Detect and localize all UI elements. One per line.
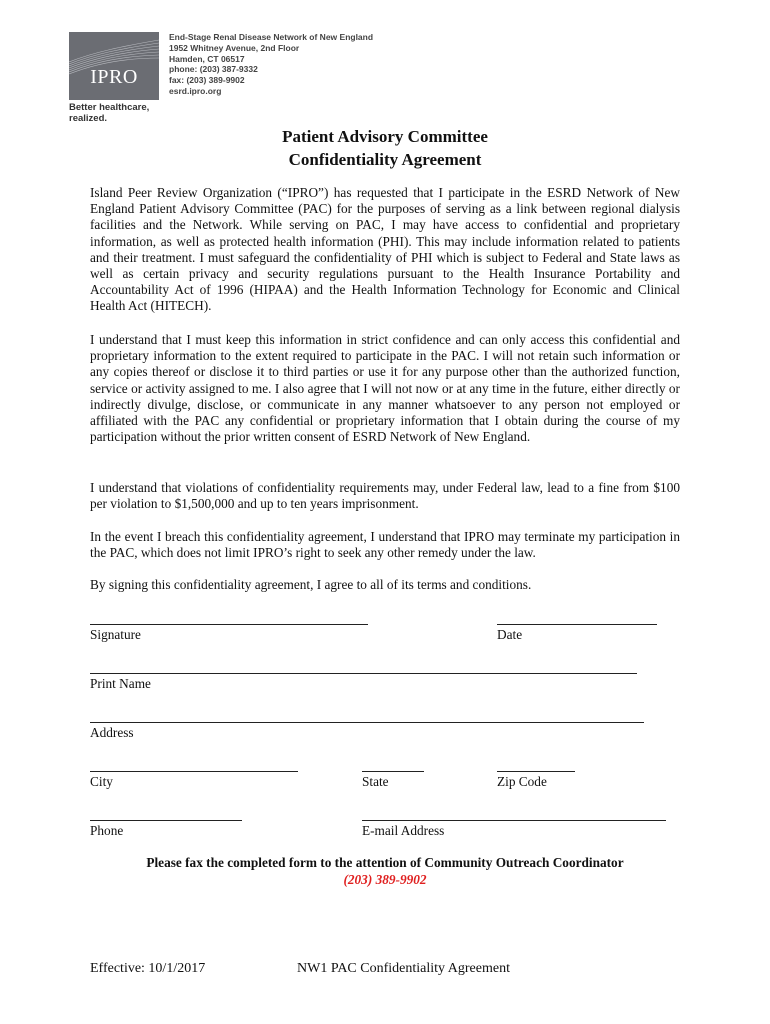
print-name-field[interactable] (90, 673, 637, 674)
zip-code-field[interactable] (497, 771, 575, 772)
state-label: State (362, 774, 389, 789)
city-label: City (90, 774, 113, 789)
address-line: Hamden, CT 06517 (169, 53, 245, 64)
print-name-label: Print Name (90, 676, 151, 691)
network-address (169, 32, 373, 97)
signature-field[interactable] (90, 624, 368, 625)
phone-label: Phone (90, 823, 124, 838)
paragraph: I understand that violations of confidentiality requirements may, under Federal law, lead to a fine from $100 per violation to $1,500,000 and up to ten years imprisonment. (90, 480, 680, 512)
tagline-line: Better healthcare, (69, 102, 150, 113)
address-label: Address (90, 725, 134, 740)
ipro-logo (69, 32, 159, 100)
address-line: phone: (203) 387-9332 (169, 64, 258, 75)
address-field[interactable] (90, 722, 644, 723)
footer-document-name: NW1 PAC Confidentiality Agreement (297, 961, 510, 976)
email-label: E-mail Address (362, 823, 445, 838)
logo-text: IPRO (90, 66, 138, 88)
address-line: End-Stage Renal Disease Network of New England (169, 32, 374, 42)
document-subtitle: Confidentiality Agreement (288, 150, 482, 169)
paragraph: In the event I breach this confidentiality agreement, I understand that IPRO may terminate my participation in the PAC, which does not limit IPRO’s right to seek any other remedy under the law. (90, 529, 680, 561)
address-line: 1952 Whitney Avenue, 2nd Floor (169, 42, 300, 53)
city-field[interactable] (90, 771, 298, 772)
address-line: esrd.ipro.org (169, 85, 222, 96)
email-field[interactable] (362, 820, 666, 821)
state-field[interactable] (362, 771, 424, 772)
paragraph: By signing this confidentiality agreement, I agree to all of its terms and conditions. (90, 577, 532, 592)
tagline (69, 102, 149, 124)
paragraph: I understand that I must keep this information in strict confidence and can only access this confidential and proprietary information to the extent required to participate in the PAC. I will not retain such information or any copies thereof or disclose it to third parties or use it for any purpose other than the authorized function, service or activity assigned to me. I also agree that I will not now or at any time in the future, either directly or indirectly divulge, disclose, or communicate in any manner whatsoever to any person not employed or affiliated with the PAC any confidential or proprietary information that I obtain during the course of my participation without the prior written consent of ESRD Network of New England. (90, 332, 680, 445)
date-label: Date (497, 627, 523, 642)
address-line: fax: (203) 389-9902 (169, 75, 245, 86)
paragraph: Island Peer Review Organization (“IPRO”) has requested that I participate in the ESRD Network of New England Patient Advisory Committee (PAC) for the purposes of serving as a link between regional dialysis facilities and the Network. While serving on PAC, I may have access to confidential and proprietary information, as well as protected health information (PHI). This may include information related to patients and their treatment. I must safeguard the confidentiality of PHI which is subject to Federal and State laws as well as certain privacy and security regulations pursuant to the Health Insurance Portability and Accountability Act of 1996 (HIPAA) and the Health Information Technology for Economic and Clinical Health Act (HITECH). (90, 185, 680, 314)
zip-code-label: Zip Code (497, 774, 547, 789)
phone-field[interactable] (90, 820, 242, 821)
fax-instruction: Please fax the completed form to the attention of Community Outreach Coordinator (146, 855, 624, 870)
signature-label: Signature (90, 627, 141, 642)
fax-number: (203) 389-9902 (343, 872, 427, 887)
effective-date: Effective: 10/1/2017 (90, 961, 206, 976)
document-title: Patient Advisory Committee (282, 127, 488, 146)
tagline-line: realized. (69, 113, 108, 124)
date-field[interactable] (497, 624, 657, 625)
